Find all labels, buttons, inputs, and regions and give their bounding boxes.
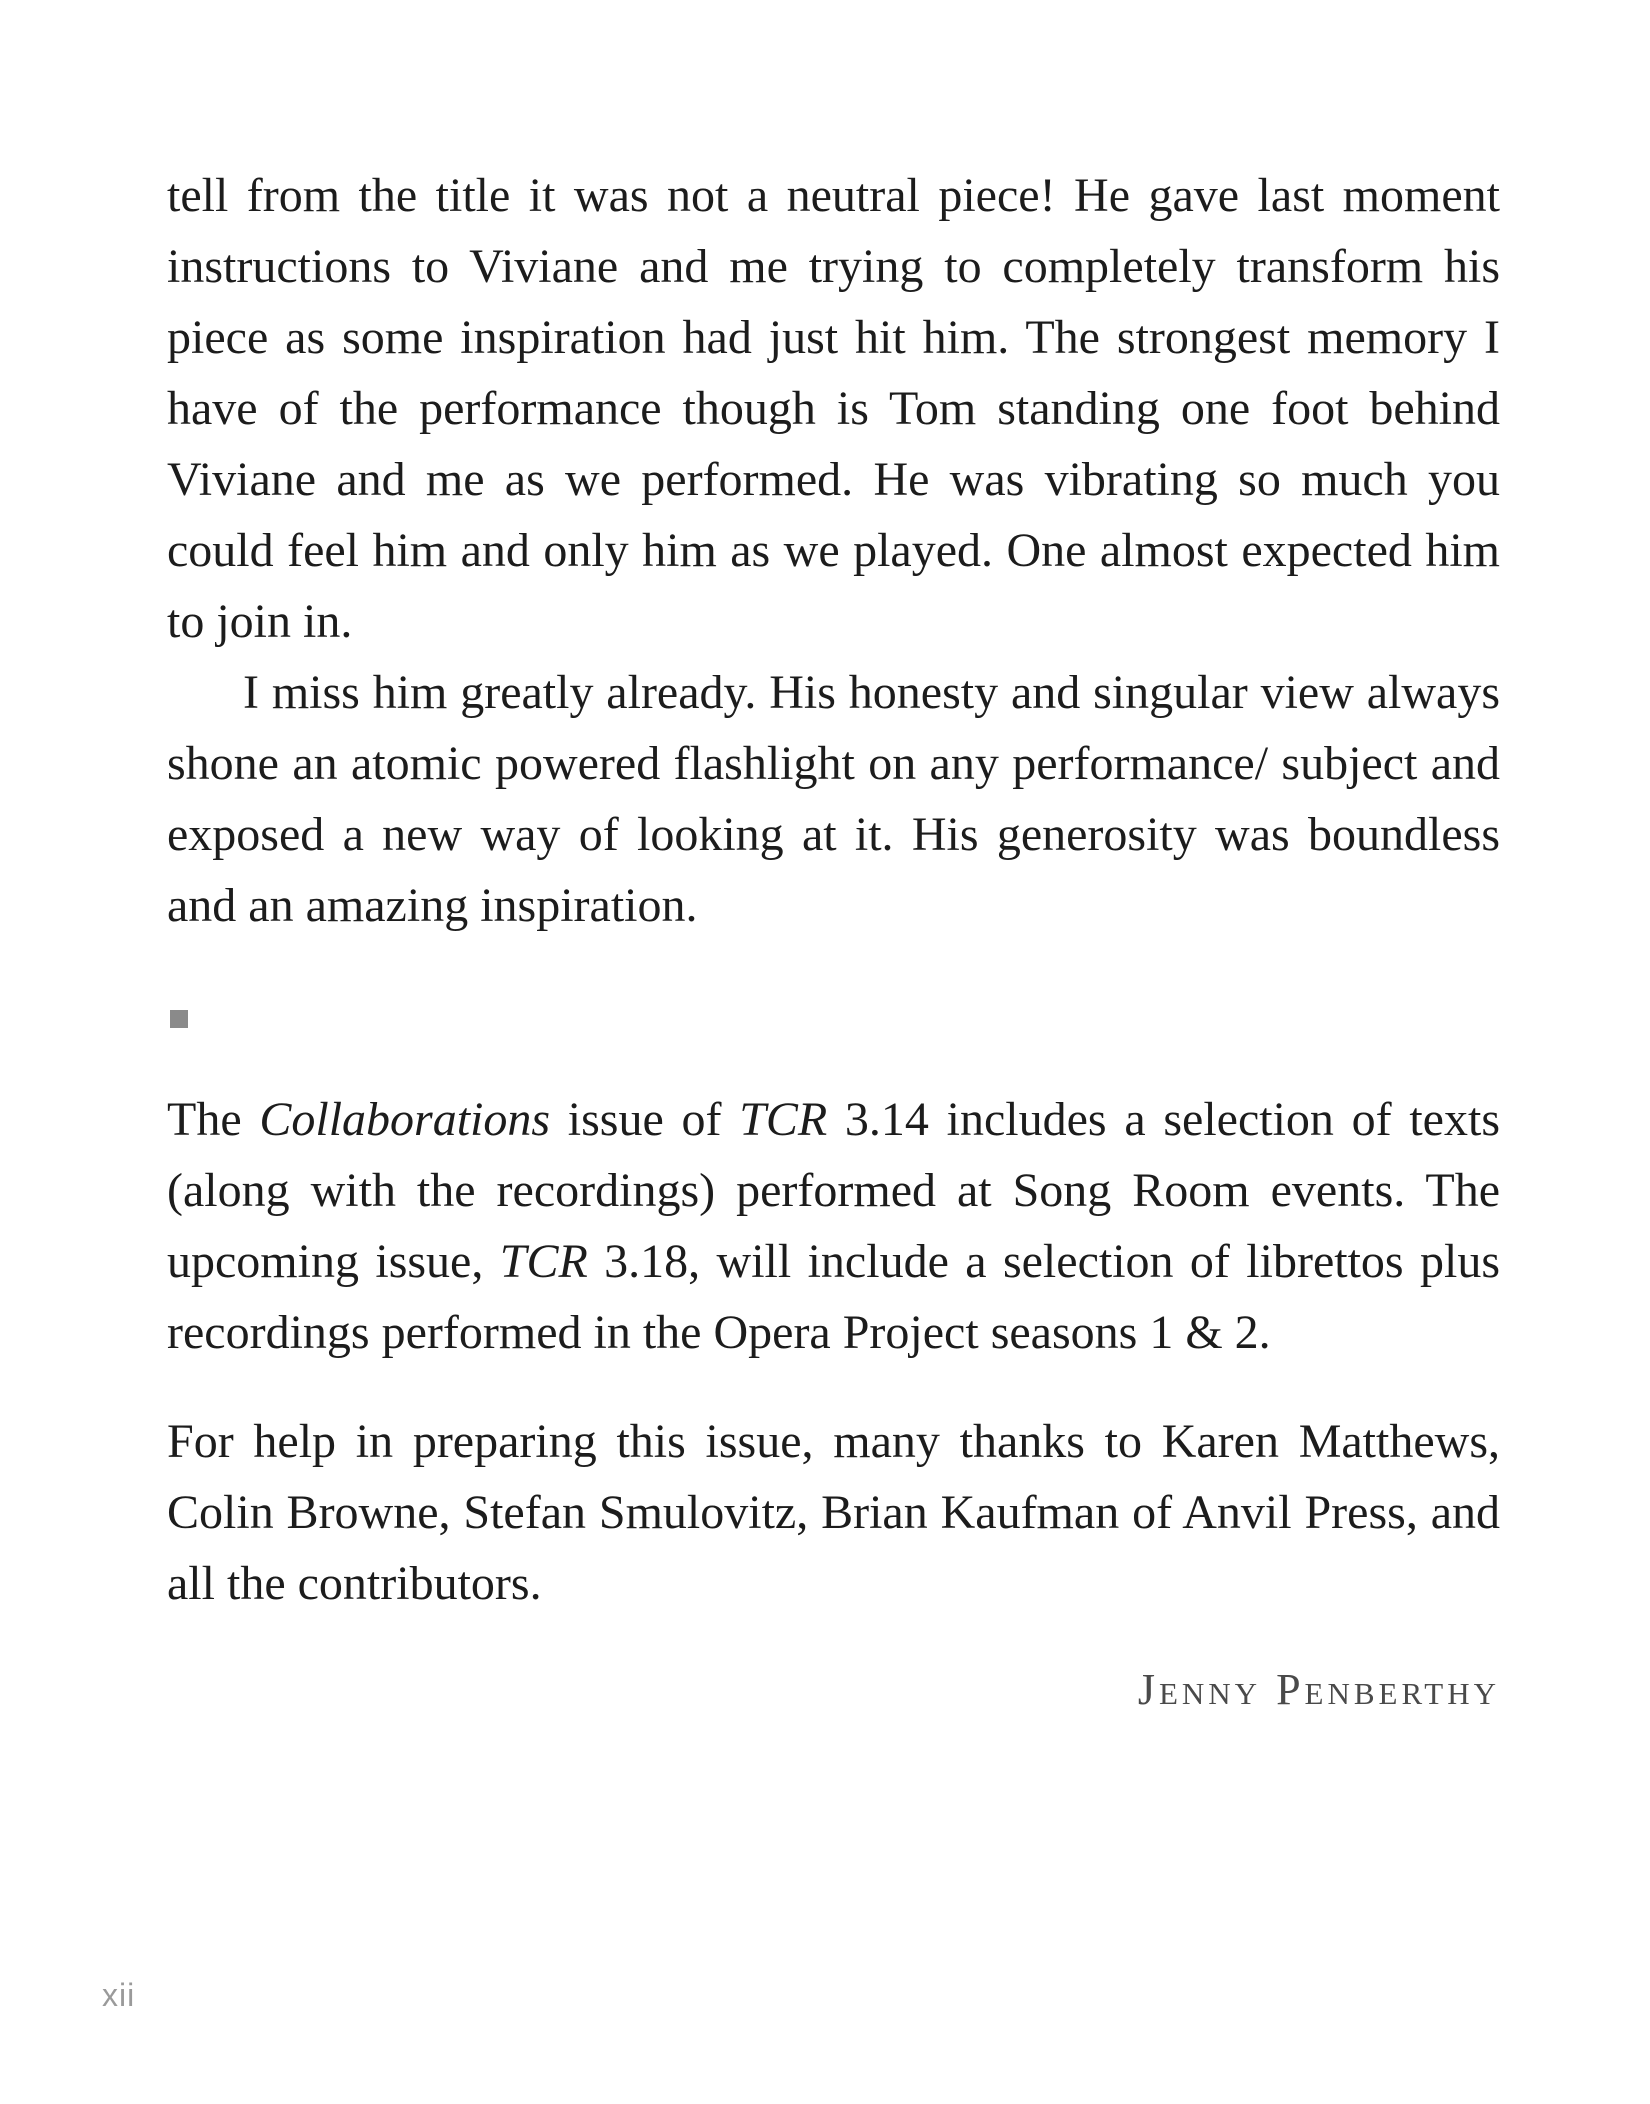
page-number: xii [102, 1977, 136, 2013]
section-separator-square [170, 1010, 188, 1028]
paragraph-issue-info [167, 1084, 1500, 1368]
issue-text-3: 3.14 includes a selection of texts (along with the recordings) performed at Song Room events. The upcoming issue, [167, 1093, 1501, 1288]
text-block-top [167, 160, 1500, 941]
text-block-thanks [167, 1406, 1500, 1619]
author-signature: Jenny Penberthy [1137, 1665, 1500, 1714]
issue-text-1: The [167, 1093, 260, 1146]
paragraph-continuation: tell from the title it was not a neutral piece! He gave last moment instructions to Viviane and me trying to completely transform his piece as some inspiration had just hit him. The strongest memory I have of the performance though is Tom standing one foot behind Viviane and me as we performed. He was vibrating so much you could feel him and only him as we played. One almost expected him to join in. [167, 169, 1500, 648]
issue-text-2: issue of [550, 1093, 740, 1146]
paragraph-acknowledgements: For help in preparing this issue, many thanks to Karen Matthews, Colin Browne, Stefan Smulovitz, Brian Kaufman of Anvil Press, and all the contributors. [167, 1415, 1500, 1610]
text-block-issue-info [167, 1084, 1500, 1368]
journal-abbrev-1: TCR [739, 1093, 828, 1146]
issue-text-4: 3.18, will include a selection of librettos plus recordings performed in the Opera Project seasons 1 & 2. [167, 1235, 1501, 1359]
journal-abbrev-2: TCR [499, 1235, 588, 1288]
issue-title-collaborations: Collaborations [259, 1093, 551, 1146]
paragraph-tribute: I miss him greatly already. His honesty and singular view always shone an atomic powered flashlight on any performance/ subject and exposed a new way of looking at it. His generosity was boundless and an amazing inspiration. [167, 666, 1500, 932]
